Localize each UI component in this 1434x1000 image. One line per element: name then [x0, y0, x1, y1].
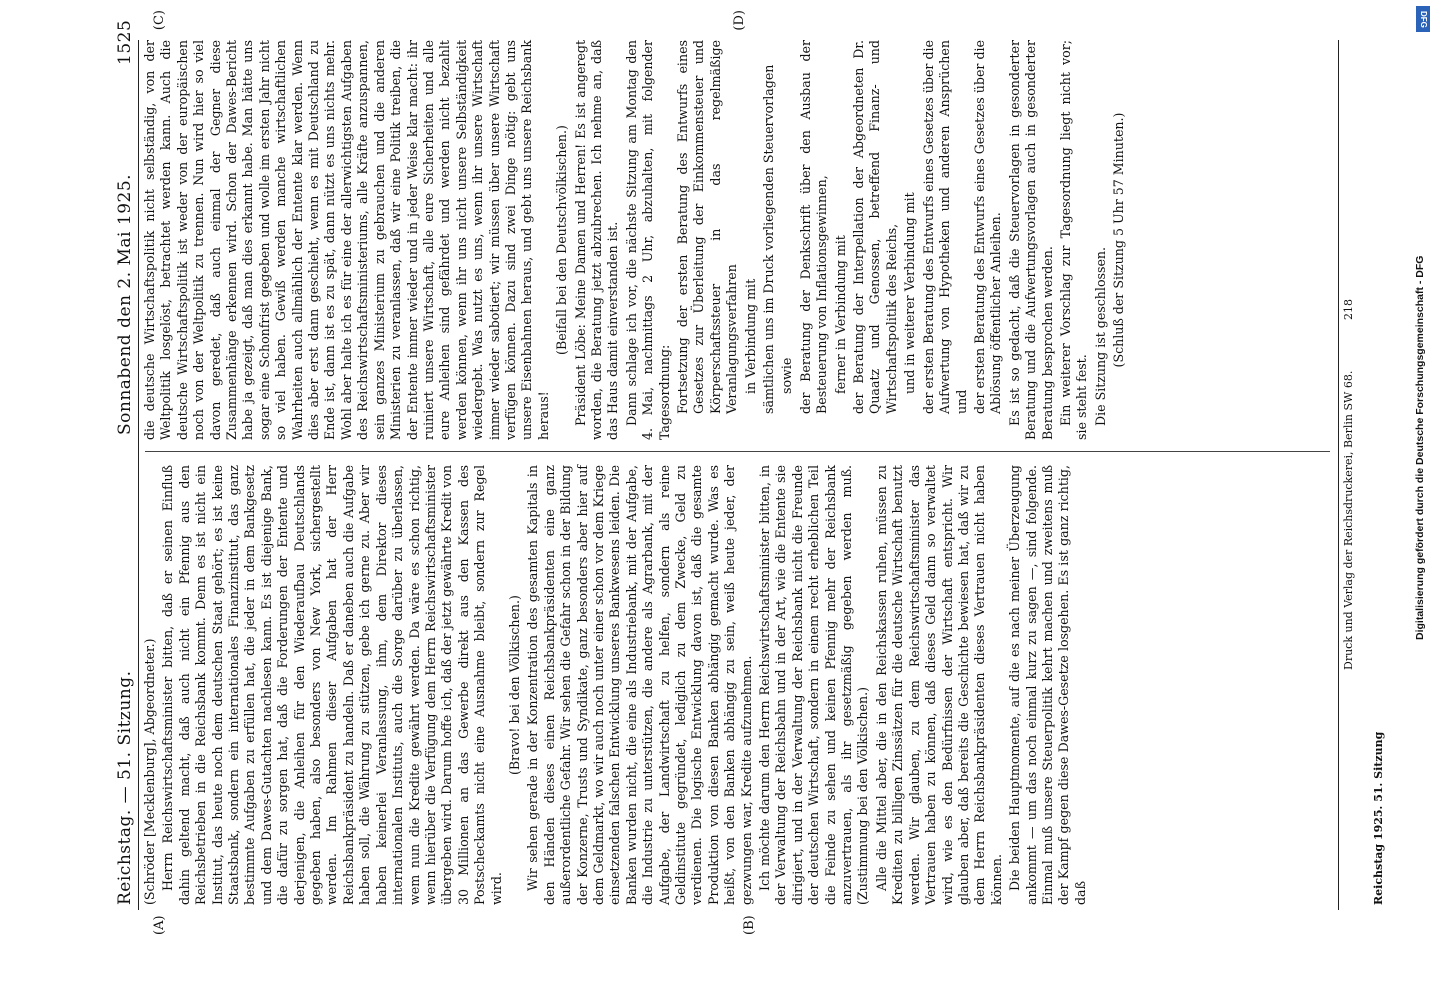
- header-rule: [138, 40, 139, 910]
- column-divider: [145, 451, 1330, 452]
- marker-b: (B): [742, 915, 757, 935]
- header-left: Reichstag. — 51. Sitzung.: [115, 670, 135, 905]
- speaker-line: (Schröder [Mecklenburg], Abgeordneter.): [142, 638, 157, 905]
- agenda-connector: und in weiterer Verbindung mit: [902, 192, 918, 394]
- paragraph: Es ist so gedacht, daß die Steuervorlagen in gesonderter Beratung und die Aufwertungsvorlagen auch in gesonderter Beratung besprochen werden.: [1006, 40, 1055, 440]
- agenda-item: sämtlichen uns im Druck vorliegenden Steuervorlagen: [761, 64, 777, 414]
- agenda-connector: ferner in Verbindung mit: [832, 235, 848, 394]
- paragraph: Dann schlage ich vor, die nächste Sitzung am Montag den 4. Mai, nachmittags 2 Uhr, abzuhalten, mit folgender Tagesordnung:: [623, 40, 672, 440]
- paragraph: Die Sitzung ist geschlossen.: [1092, 246, 1108, 426]
- dfg-credit-text: Digitalisierung gefördert durch die Deutsche Forschungsgemeinschaft - DFG: [1414, 255, 1426, 640]
- president-statement: Präsident Löbe: Meine Damen und Herren! Es ist angeregt worden, die Beratung jetzt abzubrechen. Ich nehme an, daß das Haus damit einverstanden ist.: [572, 40, 621, 440]
- agenda-item: der ersten Beratung des Entwurfs eines Gesetzes über die Ablösung öffentlicher Anleihen.: [971, 40, 1004, 414]
- left-column: [142, 465, 1091, 935]
- bottom-left-label: Reichstag 1925. 51. Sitzung: [1372, 731, 1385, 905]
- agenda-item: der Beratung der Denkschrift über den Ausbau der Besteuerung von Inflationsgewinnen,: [797, 40, 830, 414]
- paragraph: Die beiden Hauptmomente, auf die es nach meiner Überzeugung ankommt — um das noch einmal kurz zu sagen —, sind folgende. Einmal muß unsere Steuerpolitik kehrt machen und zweitens muß der Kampf gegen diese Dawes-Gesetze losgehen. Es ist ganz richtig, daß: [1007, 465, 1088, 905]
- paragraph: Ich möchte darum den Herrn Reichswirtschaftsminister bitten, in der Verwaltung der Reichsbahn und in der Art, wie die Entente sie dirigiert, und in der Verwaltung der Reichsbank nicht die Freunde der deutschen Wirtschaft, sondern in einem recht erheblichen Teil die Feinde zu sehen und keinen Pfennig mehr der Reichsbank anzuvertrauen, als ihr gesetzmäßig gegeben werden muß. (Zustimmung bei den Völkischen.): [757, 465, 871, 905]
- paragraph: die deutsche Wirtschaftspolitik nicht selbständig, von der Weltpolitik losgelöst, betrachtet werden kann. Auch die deutsche Wirtschaftspolitik ist weder von der europäischen noch von der Weltpolitik zu trennen. Nun wird hier so viel davon geredet, daß auch einmal der Gegner diese Zusammenhänge erkennen wird. Schon der Dawes-Bericht habe ja gezeigt, daß man dies erkannt habe. Man hätte uns sogar eine Schonfrist gegeben und wolle im ersten Jahr nicht so viel haben. Gewiß werden manche wirtschaftlichen Wahrheiten auch allmählich der Entente klar werden. Wenn dies aber erst dann geschieht, wenn es mit Deutschland zu Ende ist, dann ist es zu spät, dann nützt es uns nichts mehr. Wohl aber halte ich es für eine der allerwichtigsten Aufgaben des Reichswirtschaftsministeriums, alle Kräfte anzuspannen, sein ganzes Ministerium zu gebrauchen und die anderen Ministerien zu veranlassen, daß wir eine Politik treiben, die der Entente immer wieder und in jeder Weise klar macht: ihr ruiniert unsere Wirtschaft, alle eure Sicherheiten und alle eure Anleihen sind gefährdet und werden nicht bezahlt werden können, wenn ihr uns nicht unsere Selbständigkeit wiedergebt. Was nutzt es uns, wenn ihr unsere Wirtschaft immer wieder sabotiert; wir müssen über unsere Wirtschaft verfügen können. Dazu sind zwei Dinge nötig: gebt uns unsere Eisenbahnen heraus, und gebt uns unsere Reichsbank heraus!: [142, 40, 551, 440]
- paragraph: Alle die Mittel aber, die in den Reichskassen ruhen, müssen zu Krediten zu billigen Zinssätzen für die deutsche Wirtschaft benutzt werden. Wir glauben, zu dem Reichswirtschaftsminister das Vertrauen haben zu können, daß dieses Geld dann so verwaltet wird, wie es den Bedürfnissen der Wirtschaft entspricht. Wir glauben aber, daß bereits die Geschichte bewiesen hat, daß wir zu dem Herrn Reichsbankpräsidenten dieses Vertrauen nicht haben können.: [873, 465, 1004, 905]
- page-number: 1525: [115, 19, 135, 65]
- paragraph: Ein weiterer Vorschlag zur Tagesordnung liegt nicht vor; sie steht fest.: [1057, 40, 1090, 440]
- agenda-item: der Beratung der Interpellation der Abgeordneten Dr. Quaatz und Genossen, betreffend Finanz- und Wirtschaftspolitik des Reichs,: [851, 40, 899, 414]
- marker-c: (C): [152, 10, 167, 31]
- dfg-side-strip: [1414, 0, 1434, 1000]
- footer-rule: [1338, 40, 1339, 910]
- agenda-item: Fortsetzung der ersten Beratung des Entwurfs eines Gesetzes zur Überleitung der Einkommensteuer und Körperschaftssteuer in das regelmäßige Veranlagungsverfahren: [675, 40, 740, 414]
- marker-d: (D): [732, 10, 747, 31]
- agenda-connector: in Verbindung mit: [742, 278, 758, 394]
- interjection: (Beifall bei den Deutschvölkischen.): [554, 125, 570, 355]
- paragraph: Herrn Reichswirtschaftsminister bitten, daß er seinen Einfluß dahin geltend macht, daß auch nicht ein Pfennig aus den Reichsbetrieben in die Reichsbank kommt. Denn es ist nicht ein Institut, das heute noch dem deutschen Staat gehört; es ist keine Staatsbank, sondern ein internationales Finanzinstitut, das ganz bestimmte Aufgaben zu erfüllen hat, die jeder in dem Bankgesetz und dem Dawes-Gutachten nachlesen kann. Es ist diejenige Bank, die dafür zu sorgen hat, daß die Forderungen der Entente und derjenigen, die Anleihen für den Wiederaufbau Deutschlands gegeben haben, also besonders von New York, sichergestellt werden. Im Rahmen dieser Aufgaben hat der Herr Reichsbankpräsident zu handeln. Daß er daneben auch die Aufgabe haben soll, die Währung zu stützen, gebe ich gerne zu. Aber wir haben keinerlei Veranlassung, ihm, dem Direktor dieses internationalen Instituts, auch die Sorge darüber zu überlassen, wem nun die Kredite gewährt werden. Da wäre es schon richtig, wenn hierüber die Verfügung dem Herrn Reichswirtschaftsminister übergeben wird. Darum hoffe ich, daß der jetzt gewährte Kredit von 30 Millionen an das Gewerbe direkt aus den Kassen des Postscheckamts nicht eine Ausnahme bleibt, sondern zur Regel wird.: [160, 465, 504, 905]
- agenda-item: der ersten Beratung des Entwurfs eines Gesetzes über die Aufwertung von Hypotheken und anderen Ansprüchen und: [920, 40, 969, 414]
- right-column: [142, 10, 1130, 440]
- agenda-connector: sowie: [779, 357, 795, 394]
- paragraph: Wir sehen gerade in der Konzentration des gesamten Kapitals in den Händen dieses einen Reichsbankpräsidenten eine ganz außerordentliche Gefahr. Wir sehen die Gefahr schon in der Bildung der Konzerne, Trusts und Syndikate, ganz besonders aber hier auf dem Geldmarkt, wo wir auch noch unter einer schon vor dem Kriege einsetzenden falschen Entwicklung unseres Bankwesens leiden. Die Banken wurden nicht, die eine als Industriebank, mit der Aufgabe, die Industrie zu unterstützen, die andere als Agrarbank, mit der Aufgabe, der Landwirtschaft zu helfen, sondern als reine Geldinstitute gegründet, lediglich zu dem Zwecke, Geld zu verdienen. Die logische Entwicklung davon ist, daß die gesamte Produktion von diesen Banken abhängig gemacht wurde. Was es heißt, von den Banken abhängig zu sein, weiß heute jeder, der gezwungen war, Kredite aufzunehmen.: [525, 465, 754, 905]
- dfg-logo: DFG: [1416, 6, 1430, 32]
- marker-a: (A): [152, 915, 167, 935]
- closing-time: (Schluß der Sitzung 5 Uhr 57 Minuten.): [1111, 112, 1127, 368]
- printer-line: Druck und Verlag der Reichsdruckerei, Berlin SW 68.: [1342, 370, 1355, 670]
- interjection: (Bravo! bei den Völkischen.): [506, 595, 522, 775]
- signature-number: 218: [1342, 299, 1355, 320]
- header-date: Sonnabend den 2. Mai 1925.: [115, 173, 135, 435]
